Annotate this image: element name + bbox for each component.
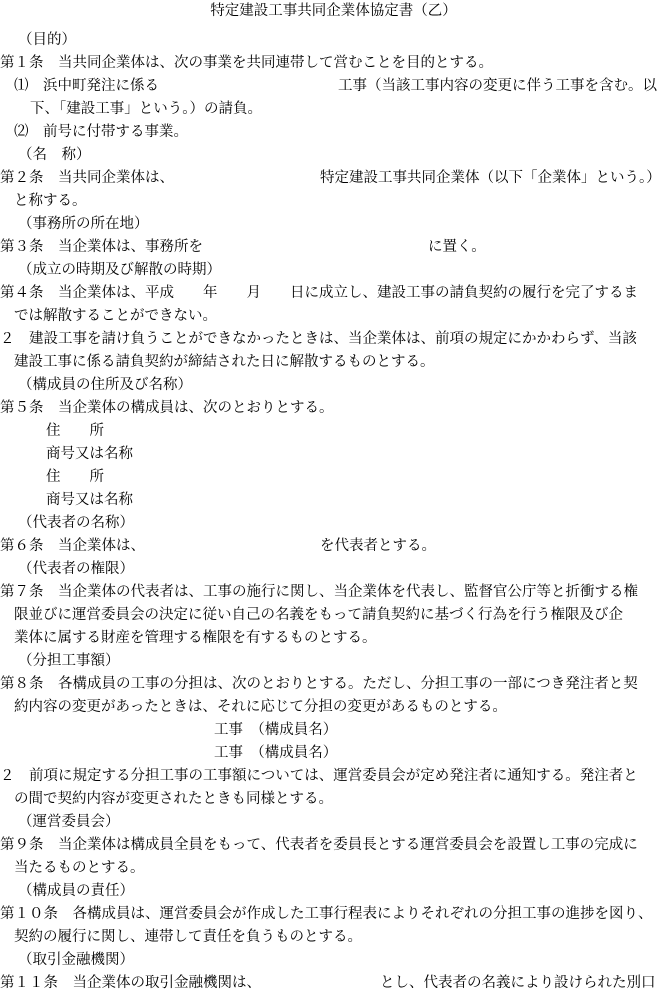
document-line: 第３条 当企業体は、事務所を <box>0 239 203 255</box>
document-line: と称する。 <box>14 193 87 209</box>
document-line: （代表者の権限） <box>18 561 134 577</box>
document-line: 契約の履行に関し、連帯して責任を負うものとする。 <box>14 929 362 945</box>
document-line: 約内容の変更があったときは、それに応じて分担の変更があるものとする。 <box>14 699 507 715</box>
document-line: 商号又は名称 <box>46 446 133 462</box>
document-line: 工事（当該工事内容の変更に伴う工事を含む。以 <box>338 78 657 94</box>
document-line: （事務所の所在地） <box>18 216 149 232</box>
document-line: （代表者の名称） <box>18 515 134 531</box>
document-line: とし、代表者の名義により設けられた別口 <box>380 975 656 991</box>
document-line: （名 称） <box>18 147 91 163</box>
document-line: 住 所 <box>46 423 104 439</box>
document-title: 特定建設工事共同企業体協定書（乙） <box>210 3 457 19</box>
document-line: 第１１条 当企業体の取引金融機関は、 <box>0 975 261 991</box>
document-line: 第７条 当企業体の代表者は、工事の施行に関し、当企業体を代表し、監督官公庁等と折衝する権 <box>0 584 638 600</box>
document-line: ⑵ 前号に付帯する事業。 <box>14 124 188 140</box>
document-line: 第８条 各構成員の工事の分担は、次のとおりとする。ただし、分担工事の一部につき発注者と契 <box>0 676 638 692</box>
document-line: 建設工事に係る請負契約が締結された日に解散するものとする。 <box>14 354 435 370</box>
document-line: 第１条 当共同企業体は、次の事業を共同連帯して営むことを目的とする。 <box>0 55 493 71</box>
document-line: 第５条 当企業体の構成員は、次のとおりとする。 <box>0 400 334 416</box>
document-line: 工事 （構成員名） <box>214 745 338 761</box>
document-line: 下、「建設工事」という。）の請負。 <box>30 101 262 117</box>
document-line: 限並びに運営委員会の決定に従い自己の名義をもって請負契約に基づく行為を行う権限及び企 <box>14 607 623 623</box>
document-line: （構成員の責任） <box>18 883 134 899</box>
document-line: 第１０条 各構成員は、運営委員会が作成した工事行程表によりそれぞれの分担工事の進捗を図り、 <box>0 906 653 922</box>
document-line: 業体に属する財産を管理する権限を有するものとする。 <box>14 630 377 646</box>
document-line: （目的） <box>18 32 76 48</box>
document-line: 住 所 <box>46 469 104 485</box>
document-line: （運営委員会） <box>18 814 120 830</box>
document-line: に置く。 <box>428 239 486 255</box>
document-line: 当たるものとする。 <box>14 860 145 876</box>
document-line: （構成員の住所及び名称） <box>18 377 192 393</box>
document-line: 第６条 当企業体は、 <box>0 538 145 554</box>
document-line: 第９条 当企業体は構成員全員をもって、代表者を委員長とする運営委員会を設置し工事の完成に <box>0 837 638 853</box>
document-line: ２ 建設工事を請け負うことができなかったときは、当企業体は、前項の規定にかかわらず、当該 <box>0 331 637 347</box>
document-line: を代表者とする。 <box>320 538 436 554</box>
document-line: 特定建設工事共同企業体（以下「企業体」という。） <box>320 170 661 186</box>
document-line: 第４条 当企業体は、平成 年 月 日に成立し、建設工事の請負契約の履行を完了するま <box>0 285 638 301</box>
document-line: 工事 （構成員名） <box>214 722 338 738</box>
document-line: 商号又は名称 <box>46 492 133 508</box>
document-line: の間で契約内容が変更されたときも同様とする。 <box>14 791 333 807</box>
document-line: ２ 前項に規定する分担工事の工事額については、運営委員会が定め発注者に通知する。発注者と <box>0 768 638 784</box>
document-line: （分担工事額） <box>18 653 120 669</box>
document-line: ⑴ 浜中町発注に係る <box>14 78 159 94</box>
document-line: 第２条 当共同企業体は、 <box>0 170 174 186</box>
document-line: （取引金融機関） <box>18 952 134 968</box>
document-line: では解散することができない。 <box>14 308 217 324</box>
document-line: （成立の時期及び解散の時期） <box>18 262 221 278</box>
